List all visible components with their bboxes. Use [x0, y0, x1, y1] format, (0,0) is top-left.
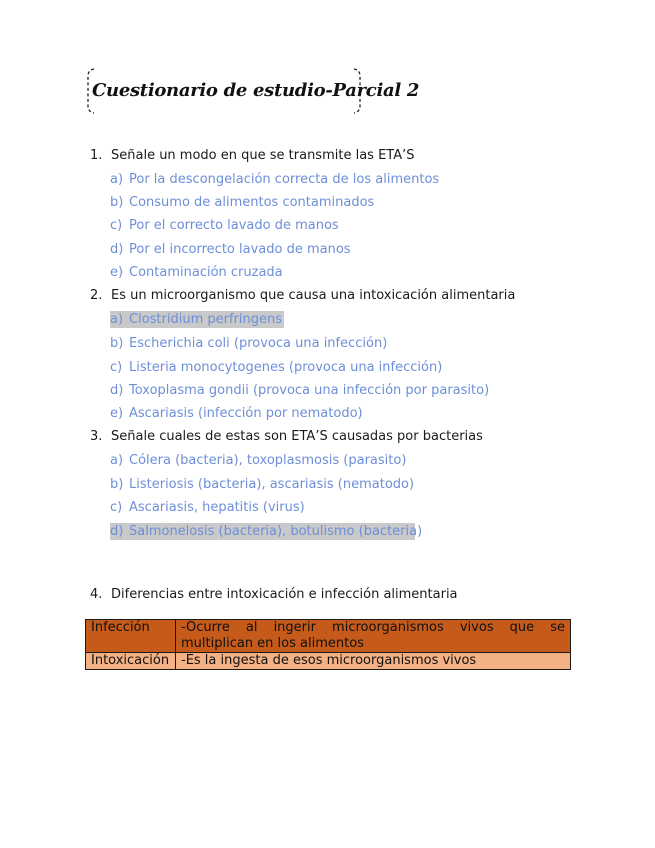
- table-cell-description: -Es la ingesta de esos microorganismos vivos: [176, 653, 571, 670]
- option-text: Contaminación cruzada: [129, 265, 283, 280]
- question-text: Señale un modo en que se transmite las ETA’S: [111, 148, 415, 163]
- right-bracket-icon: [352, 68, 362, 114]
- question-text: Señale cuales de estas son ETA’S causadas por bacterias: [111, 429, 483, 444]
- option-letter: d): [110, 383, 124, 398]
- title-frame: [86, 68, 420, 114]
- option-letter: c): [110, 218, 123, 233]
- question-number: 4.: [90, 587, 103, 602]
- question-2-option-a-highlighted: [110, 311, 284, 328]
- option-text: Clostridium perfringens: [129, 312, 282, 327]
- option-text: Por la descongelación correcta de los alimentos: [129, 172, 440, 187]
- table-row-infeccion: [86, 620, 571, 653]
- option-text: Ascariasis (infección por nematodo): [129, 406, 363, 421]
- option-text: Escherichia coli (provoca una infección): [129, 336, 388, 351]
- option-text: Ascariasis, hepatitis (virus): [129, 500, 305, 515]
- option-letter: a): [110, 312, 124, 327]
- option-letter: b): [110, 477, 124, 492]
- table-cell-label: Intoxicación: [86, 653, 176, 670]
- option-text: Listeria monocytogenes (provoca una infección): [129, 360, 443, 375]
- question-number: 1.: [90, 148, 103, 163]
- option-text: Consumo de alimentos contaminados: [129, 195, 375, 210]
- option-letter: d): [110, 242, 124, 257]
- option-letter: b): [110, 336, 124, 351]
- option-text: Toxoplasma gondii (provoca una infección por parasito): [129, 383, 490, 398]
- table-row-intoxicacion: [86, 653, 571, 670]
- option-letter: c): [110, 360, 123, 375]
- option-letter: d): [110, 524, 124, 539]
- page-title: Cuestionario de estudio-Parcial 2: [92, 80, 420, 101]
- option-text: Salmonelosis (bacteria), botulismo (bacteria): [129, 524, 423, 539]
- question-text: Diferencias entre intoxicación e infección alimentaria: [111, 587, 458, 602]
- table-cell-description: -Ocurre al ingerir microorganismos vivos que se multiplican en los alimentos: [176, 620, 571, 653]
- table-cell-label: Infección: [86, 620, 176, 653]
- option-text: Cólera (bacteria), toxoplasmosis (parasito): [129, 453, 407, 468]
- option-letter: b): [110, 195, 124, 210]
- option-letter: e): [110, 265, 124, 280]
- option-text: Por el correcto lavado de manos: [129, 218, 339, 233]
- question-number: 2.: [90, 288, 103, 303]
- option-letter: a): [110, 453, 124, 468]
- option-letter: a): [110, 172, 124, 187]
- differences-table: [85, 619, 571, 670]
- option-letter: e): [110, 406, 124, 421]
- option-text: Listeriosis (bacteria), ascariasis (nematodo): [129, 477, 415, 492]
- option-text: Por el incorrecto lavado de manos: [129, 242, 351, 257]
- question-3-option-d-highlighted: [110, 523, 423, 540]
- question-text: Es un microorganismo que causa una intoxicación alimentaria: [111, 288, 516, 303]
- question-number: 3.: [90, 429, 103, 444]
- option-letter: c): [110, 500, 123, 515]
